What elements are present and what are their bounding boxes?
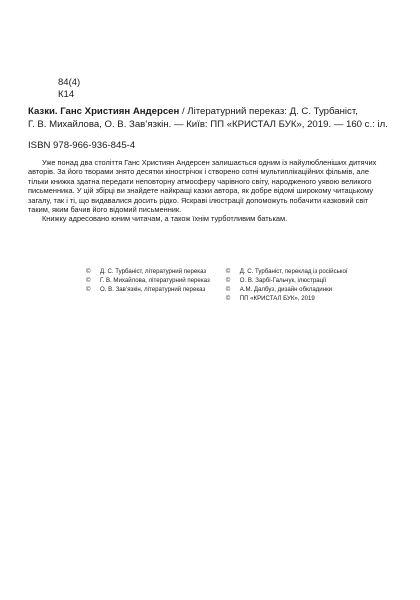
bibliographic-description <box>28 105 398 131</box>
udc-code: 84(4) <box>58 77 81 88</box>
copyright-entry: Г. В. Михайлова, літературний переказ <box>100 277 210 284</box>
book-title: Казки. Ганс Християн Андерсен <box>28 106 180 117</box>
udc-classification <box>58 77 80 101</box>
copyright-row <box>28 276 398 285</box>
copyright-entry: А.М. Далбуз, дизайн обкладинки <box>239 286 333 293</box>
copyright-icon: © <box>86 277 91 284</box>
copyright-icon: © <box>225 268 231 275</box>
annotation-paragraph: Уже понад два століття Ганс Християн Андерсен залишається одним із найулюбленіших дитячих авторів. За його творами знято десятки кінострічок і створено сотні мультиплікаційних фільмів, але тільки книжка здатна передати неповторну атмосферу чарівного світу, народженого уявою великого письменника. У цій збірці ви знайдете найкращі казки автора, як добре відомі широкому читацькому загалу, так і ті, що видавалися досить рідко. Яскраві ілюстрації допоможуть побачити казковий світ таким, яким бачив його відомий письменник. <box>28 158 377 215</box>
copyright-entry: ПП «КРИСТАЛ БУК», 2019 <box>239 295 315 302</box>
copyright-block <box>28 267 398 303</box>
author-mark: К14 <box>58 89 75 100</box>
annotation <box>28 158 388 224</box>
copyright-icon: © <box>225 286 231 293</box>
annotation-audience: Книжку адресовано юним читачам, а також їхнім турботливим батькам. <box>42 214 288 224</box>
copyright-icon: © <box>86 268 91 275</box>
biblio-publication: Г. В. Михайлова, О. В. Зав’язкін. — Київ: ПП «КРИСТАЛ БУК», 2019. — 160 с.: іл. <box>28 119 388 130</box>
copyright-row <box>28 267 398 276</box>
copyright-row <box>28 285 398 294</box>
copyright-row <box>28 294 398 303</box>
copyright-entry: Д. С. Турбаніст, літературний переказ <box>100 268 207 275</box>
copyright-entry: О. В. Зарбі-Гальчук, ілюстрації <box>239 277 327 284</box>
copyright-icon: © <box>225 277 231 284</box>
isbn-number: ISBN 978-966-936-845-4 <box>28 140 136 151</box>
copyright-icon: © <box>86 286 91 293</box>
biblio-credits: / Літературний переказ: Д. С. Турбаніст, <box>179 106 358 117</box>
copyright-icon: © <box>225 295 231 302</box>
copyright-entry: О. В. Зав’язкін, літературний переказ <box>100 286 206 293</box>
copyright-entry: Д. С. Турбаніст, переклад із російської <box>239 268 348 275</box>
